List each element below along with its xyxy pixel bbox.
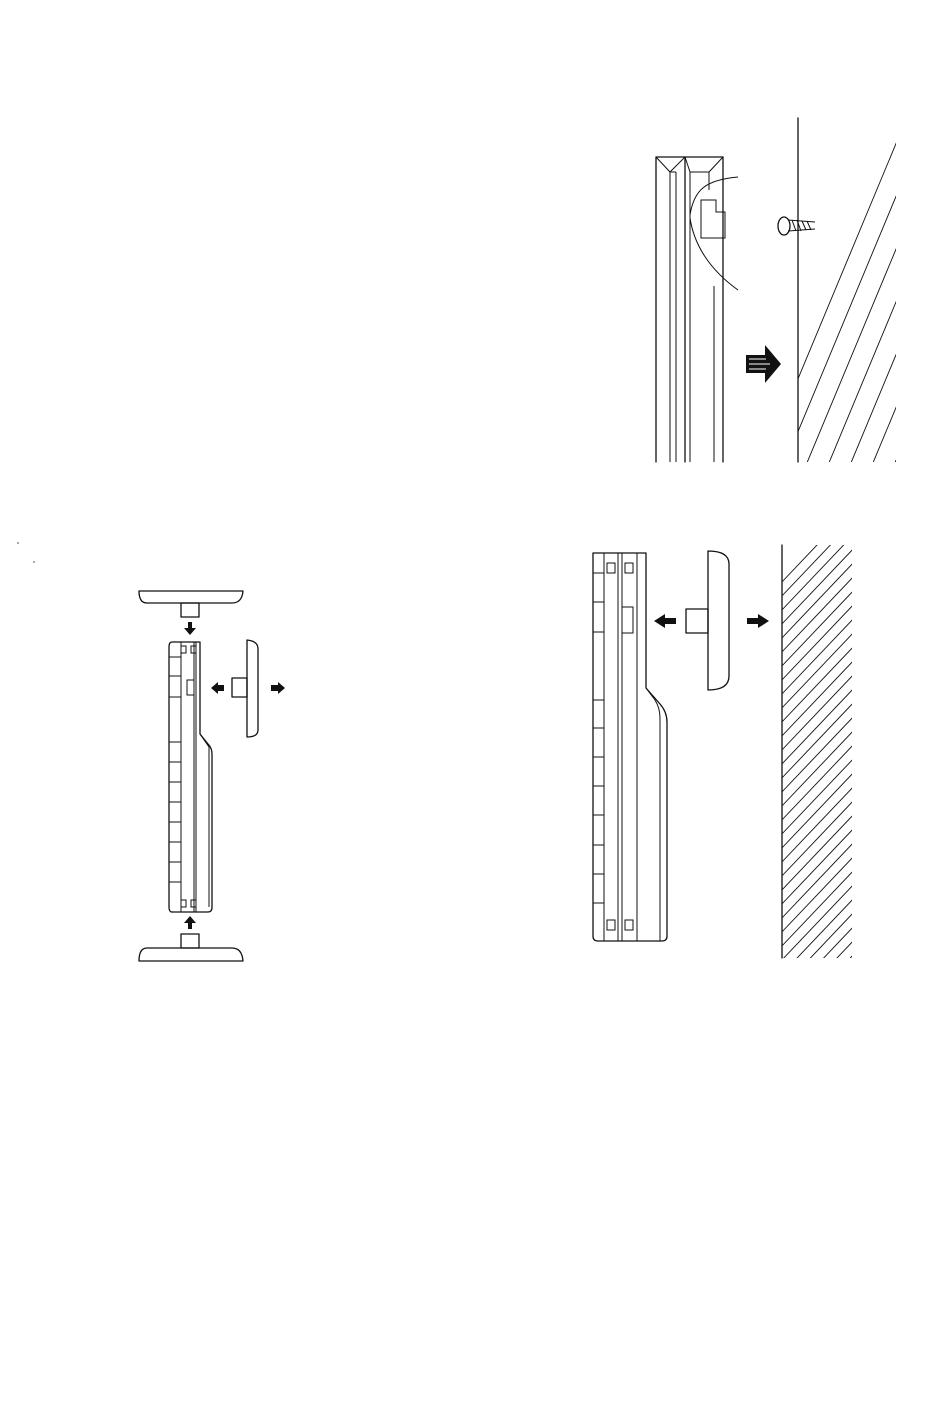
figure-wall-mount bbox=[656, 110, 950, 470]
arrow-down-icon bbox=[184, 622, 196, 635]
stand-side-large bbox=[686, 551, 729, 690]
speck-mark bbox=[33, 561, 35, 563]
stand-bottom bbox=[139, 934, 243, 961]
hatch-line bbox=[914, 110, 950, 470]
device-small bbox=[169, 642, 212, 912]
arrow-right-icon bbox=[271, 682, 285, 694]
hatch-line bbox=[780, 980, 856, 1060]
wall-hatched bbox=[760, 110, 950, 470]
arrow-up-icon bbox=[184, 916, 196, 929]
hatch-line bbox=[780, 994, 856, 1074]
device-side-profile bbox=[656, 157, 723, 462]
arrow-right-icon bbox=[746, 345, 781, 383]
hanging-slot-cutaway bbox=[690, 177, 738, 290]
speck-mark bbox=[17, 542, 19, 544]
device-large bbox=[593, 553, 667, 941]
hatch-line bbox=[870, 110, 950, 470]
hatch-line bbox=[826, 110, 950, 470]
wall-hatched bbox=[780, 504, 856, 1074]
hatch-line bbox=[848, 110, 950, 470]
hatch-line bbox=[804, 110, 950, 470]
hatch-line bbox=[782, 110, 932, 470]
stand-side bbox=[232, 640, 258, 737]
figure-stand-assembly bbox=[139, 591, 285, 961]
screw-icon bbox=[778, 217, 815, 235]
arrow-right-icon bbox=[747, 614, 769, 628]
arrow-left-icon bbox=[654, 614, 676, 628]
stand-top bbox=[139, 591, 243, 617]
hatch-line bbox=[892, 110, 950, 470]
hatch-line bbox=[780, 952, 856, 1032]
figure-stand-removal bbox=[593, 504, 856, 1074]
hatch-line bbox=[780, 966, 856, 1046]
hatch-line bbox=[936, 110, 950, 470]
hatch-line bbox=[760, 110, 910, 470]
arrow-left-icon bbox=[211, 682, 224, 694]
